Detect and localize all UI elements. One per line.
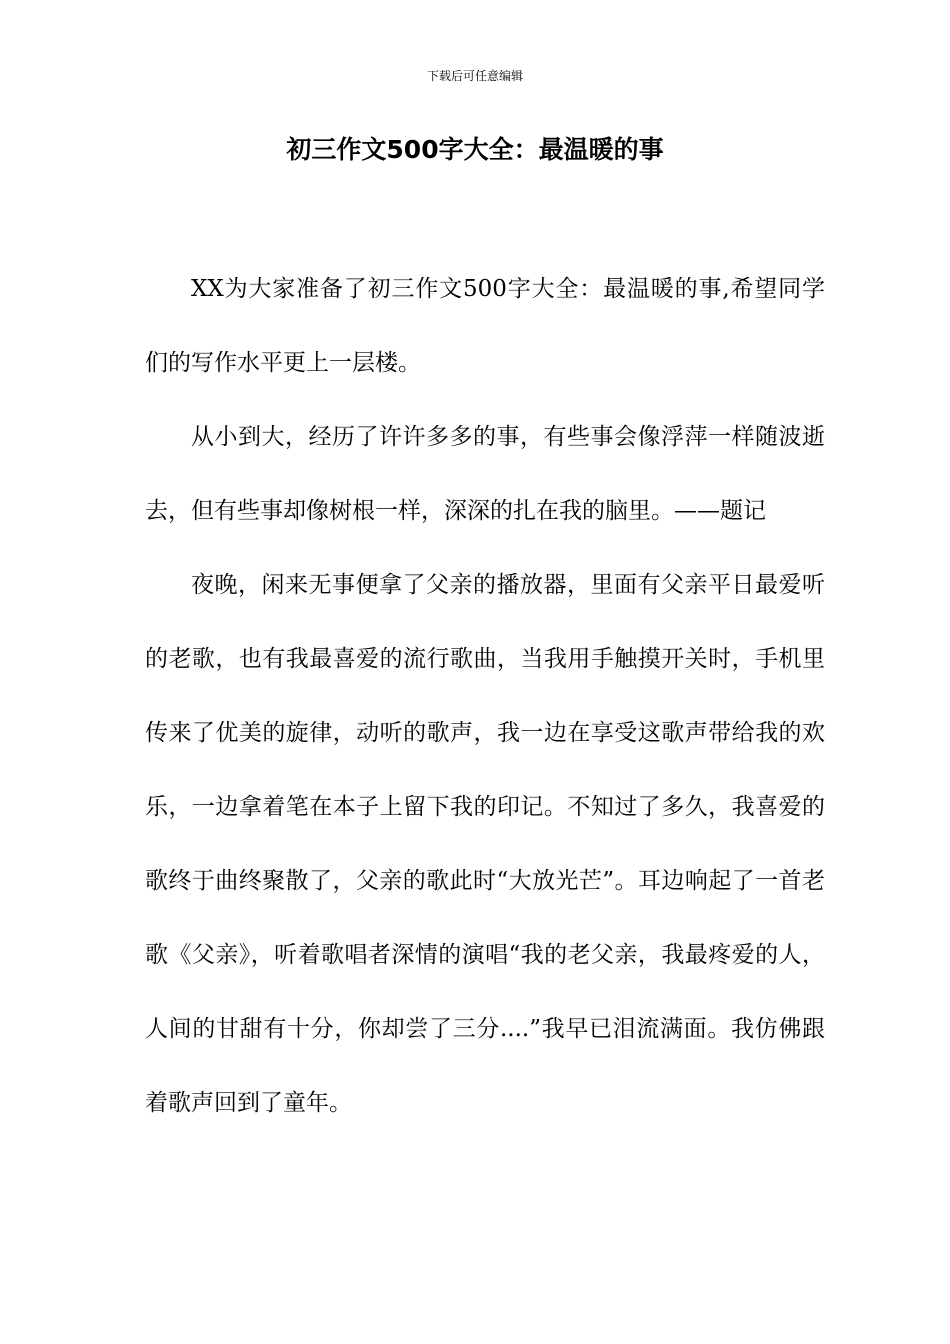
paragraph-epigraph: 从小到大，经历了许许多多的事，有些事会像浮萍一样随波逝去，但有些事却像树根一样，深深的扎在我的脑里。——题记 bbox=[145, 424, 825, 524]
document-body bbox=[145, 252, 825, 1140]
header-note: 下载后可任意编辑 bbox=[426, 69, 523, 83]
paragraph-intro: XX为大家准备了初三作文500字大全：最温暖的事,希望同学们的写作水平更上一层楼。 bbox=[145, 276, 825, 376]
document-title: 初三作文500字大全：最温暖的事 bbox=[286, 135, 664, 164]
paragraph-story: 夜晚，闲来无事便拿了父亲的播放器，里面有父亲平日最爱听的老歌，也有我最喜爱的流行歌曲，当我用手触摸开关时，手机里传来了优美的旋律，动听的歌声，我一边在享受这歌声带给我的欢乐，一边拿着笔在本子上留下我的印记。不知过了多久，我喜爱的歌终于曲终聚散了，父亲的歌此时“大放光芒”。耳边响起了一首老歌《父亲》，听着歌唱者深情的演唱“我的老父亲，我最疼爱的人，人间的甘甜有十分，你却尝了三分....”我早已泪流满面。我仿佛跟着歌声回到了童年。 bbox=[145, 572, 825, 1116]
